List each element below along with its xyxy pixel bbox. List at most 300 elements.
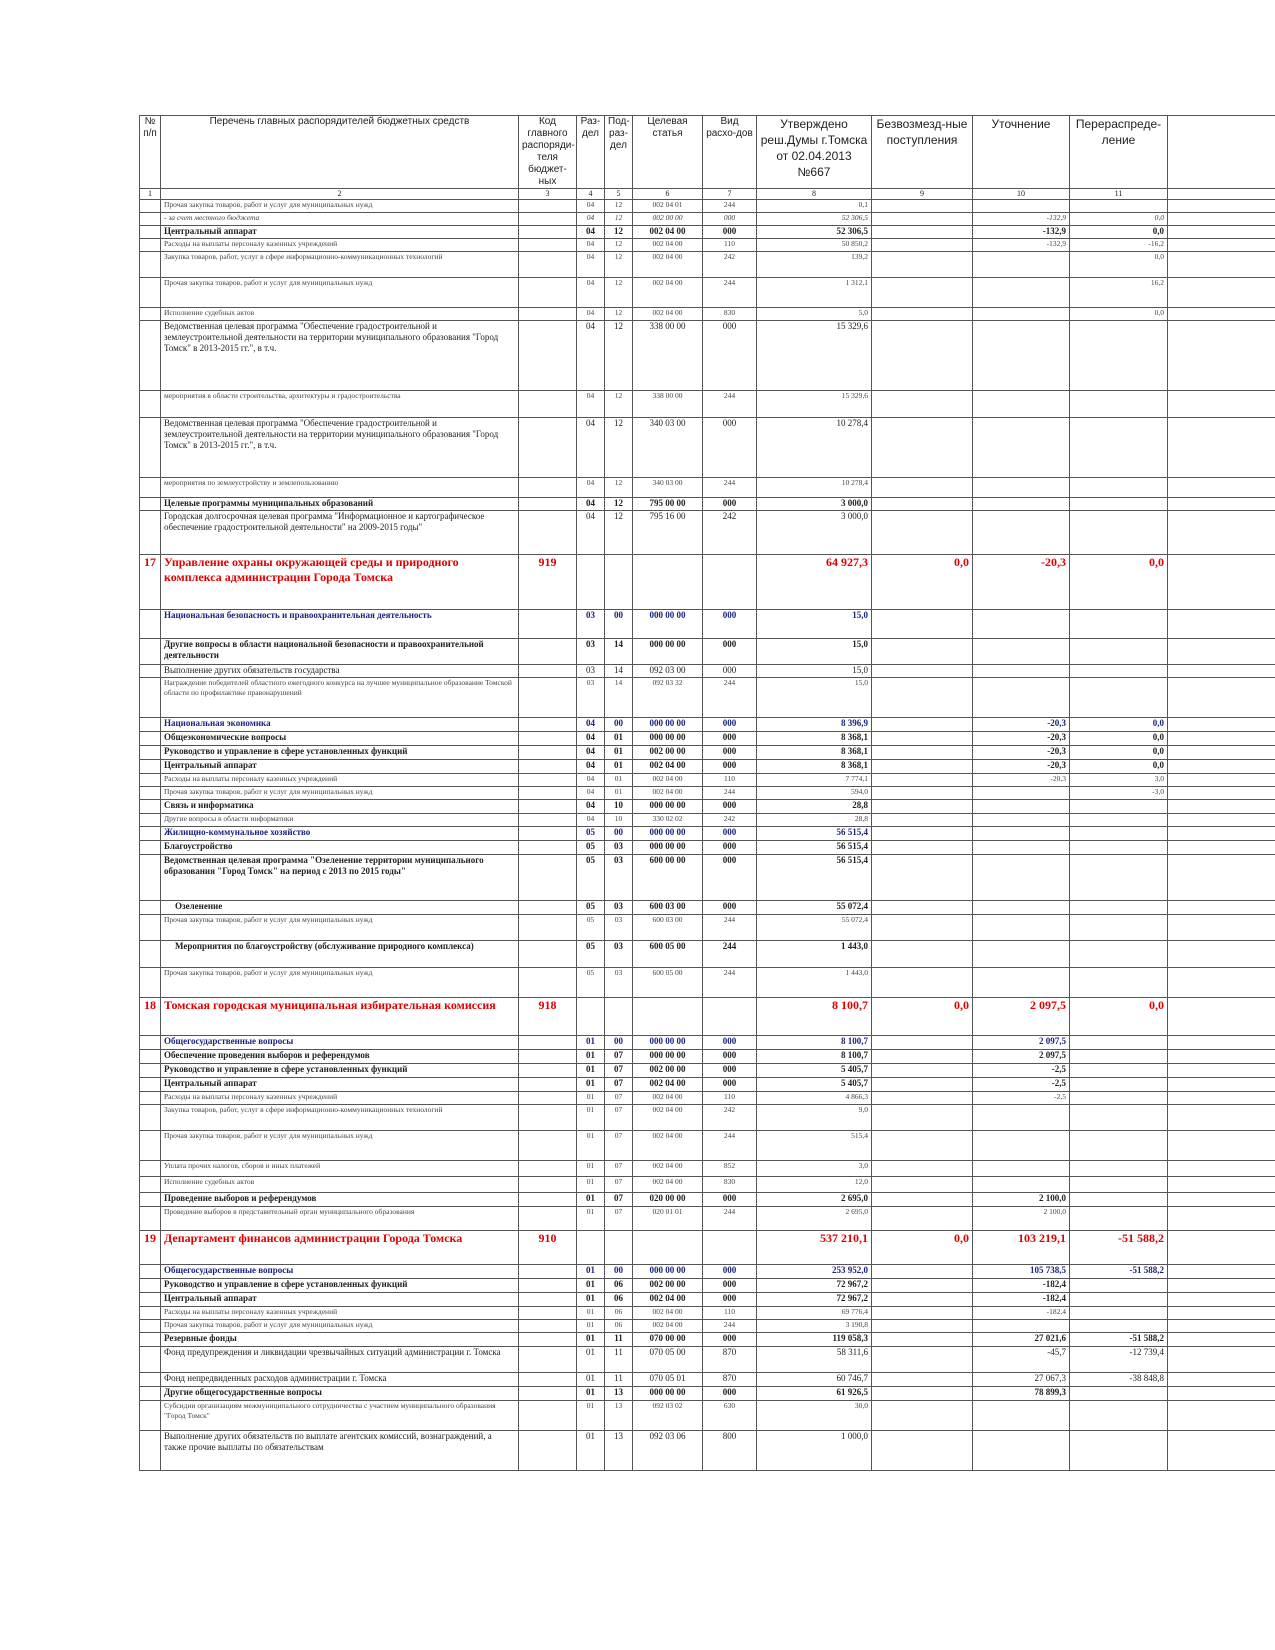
row-free	[872, 200, 973, 213]
row-subsection: 07	[605, 1050, 633, 1064]
row-target: 002 00 00	[633, 746, 703, 760]
col-section-header: Раз-дел	[577, 116, 605, 189]
row-target: 600 03 00	[633, 915, 703, 941]
row-target: 600 00 00	[633, 855, 703, 901]
row-name: Прочая закупка товаров, работ и услуг для муниципальных нужд	[161, 1320, 519, 1333]
row-code	[519, 718, 577, 732]
row-redistr: 0,0	[1070, 308, 1168, 321]
table-row	[140, 1347, 1275, 1373]
row-number	[140, 478, 161, 498]
row-name: Общеэкономические вопросы	[161, 732, 519, 746]
row-code	[519, 1293, 577, 1307]
row-number	[140, 774, 161, 787]
row-refine	[973, 1131, 1070, 1161]
row-target: 092 03 02	[633, 1401, 703, 1431]
row-redistr: 0,0	[1070, 732, 1168, 746]
row-number	[140, 226, 161, 239]
row-approved: 69 776,4	[757, 1307, 872, 1320]
table-row	[140, 915, 1275, 941]
row-extra	[1168, 855, 1275, 901]
col-number: 2	[161, 189, 519, 200]
row-target: 330 02 02	[633, 814, 703, 827]
row-free	[872, 732, 973, 746]
row-code	[519, 774, 577, 787]
row-approved: 52 306,5	[757, 226, 872, 239]
row-redistr	[1070, 1050, 1168, 1064]
row-section: 05	[577, 968, 605, 998]
row-number	[140, 1064, 161, 1078]
row-free	[872, 1050, 973, 1064]
col-number: 8	[757, 189, 872, 200]
row-name: Выполнение других обязательств государства	[161, 665, 519, 678]
row-refine	[973, 678, 1070, 718]
row-refine	[973, 787, 1070, 800]
row-refine	[973, 498, 1070, 511]
row-subsection: 13	[605, 1387, 633, 1401]
col-number	[1168, 189, 1275, 200]
row-expense: 000	[703, 610, 757, 639]
row-subsection: 12	[605, 252, 633, 278]
col-num-header: № п/п	[140, 116, 161, 189]
row-refine	[973, 814, 1070, 827]
row-approved: 50 850,2	[757, 239, 872, 252]
row-refine	[973, 901, 1070, 915]
table-row	[140, 1373, 1275, 1387]
row-approved: 4 866,3	[757, 1092, 872, 1105]
row-approved: 139,2	[757, 252, 872, 278]
row-expense: 244	[703, 478, 757, 498]
table-row	[140, 787, 1275, 800]
row-redistr: -51 588,2	[1070, 1265, 1168, 1279]
row-free: 0,0	[872, 1231, 973, 1265]
row-code	[519, 941, 577, 968]
row-expense: 000	[703, 1279, 757, 1293]
row-free	[872, 610, 973, 639]
row-free	[872, 391, 973, 418]
row-redistr	[1070, 610, 1168, 639]
row-free	[872, 278, 973, 308]
row-number	[140, 610, 161, 639]
row-approved: 1 000,0	[757, 1431, 872, 1471]
row-section: 05	[577, 827, 605, 841]
row-number	[140, 1387, 161, 1401]
row-section: 04	[577, 321, 605, 391]
row-approved: 8 368,1	[757, 732, 872, 746]
row-target: 002 04 00	[633, 1320, 703, 1333]
row-name: Мероприятия по благоустройству (обслуживание природного комплекса)	[161, 941, 519, 968]
row-approved: 56 515,4	[757, 827, 872, 841]
row-refine	[973, 1320, 1070, 1333]
row-subsection: 03	[605, 915, 633, 941]
table-row	[140, 639, 1275, 665]
row-code	[519, 1279, 577, 1293]
row-code: 919	[519, 555, 577, 610]
table-row	[140, 678, 1275, 718]
table-row	[140, 498, 1275, 511]
row-section: 04	[577, 391, 605, 418]
row-redistr	[1070, 1320, 1168, 1333]
row-name: Центральный аппарат	[161, 226, 519, 239]
row-target: 600 03 00	[633, 901, 703, 915]
row-approved: 3 000,0	[757, 511, 872, 555]
row-section: 04	[577, 814, 605, 827]
row-code	[519, 1131, 577, 1161]
row-free	[872, 1333, 973, 1347]
row-name: Центральный аппарат	[161, 1293, 519, 1307]
row-approved: 5 405,7	[757, 1078, 872, 1092]
row-approved: 8 100,7	[757, 998, 872, 1036]
row-target: 002 04 00	[633, 1177, 703, 1193]
row-refine: -45,7	[973, 1347, 1070, 1373]
table-row	[140, 800, 1275, 814]
row-extra	[1168, 252, 1275, 278]
row-name: Исполнение судебных актов	[161, 308, 519, 321]
row-refine: 2 100,0	[973, 1207, 1070, 1231]
row-approved: 2 695,0	[757, 1207, 872, 1231]
row-refine: 103 219,1	[973, 1231, 1070, 1265]
row-expense: 244	[703, 200, 757, 213]
row-target: 002 04 01	[633, 200, 703, 213]
row-expense: 000	[703, 1293, 757, 1307]
row-code	[519, 1265, 577, 1279]
row-section: 04	[577, 718, 605, 732]
row-refine	[973, 968, 1070, 998]
row-free	[872, 418, 973, 478]
row-extra	[1168, 968, 1275, 998]
row-expense: 000	[703, 1064, 757, 1078]
row-subsection	[605, 555, 633, 610]
row-subsection: 03	[605, 941, 633, 968]
row-redistr	[1070, 1279, 1168, 1293]
row-code	[519, 391, 577, 418]
row-name: Ведомственная целевая программа "Обеспечение градостроительной и землеустроительной деятельности на территории муниципального образования "Город Томск" в 2013-2015 гг.", в т.ч.	[161, 321, 519, 391]
budget-table	[139, 115, 1275, 1471]
row-expense: 000	[703, 1333, 757, 1347]
row-target: 000 00 00	[633, 610, 703, 639]
table-row	[140, 418, 1275, 478]
row-name: мероприятия по землеустройству и землепользованию	[161, 478, 519, 498]
row-refine	[973, 665, 1070, 678]
row-subsection: 07	[605, 1177, 633, 1193]
row-name: Расходы на выплаты персоналу казенных учреждений	[161, 1307, 519, 1320]
row-number	[140, 827, 161, 841]
row-section: 01	[577, 1105, 605, 1131]
row-expense: 852	[703, 1161, 757, 1177]
row-number	[140, 901, 161, 915]
row-number	[140, 213, 161, 226]
row-code	[519, 732, 577, 746]
row-code	[519, 665, 577, 678]
col-number: 5	[605, 189, 633, 200]
row-extra	[1168, 418, 1275, 478]
row-extra	[1168, 226, 1275, 239]
row-target: 340 03 00	[633, 418, 703, 478]
row-free	[872, 827, 973, 841]
row-section: 01	[577, 1307, 605, 1320]
table-row	[140, 1387, 1275, 1401]
col-free-header: Безвозмезд-ные поступления	[872, 116, 973, 189]
row-section: 04	[577, 774, 605, 787]
row-target: 070 05 01	[633, 1373, 703, 1387]
row-refine	[973, 418, 1070, 478]
col-name-header: Перечень главных распорядителей бюджетных средств	[161, 116, 519, 189]
row-code	[519, 321, 577, 391]
row-approved: 9,0	[757, 1105, 872, 1131]
row-target: 020 00 00	[633, 1193, 703, 1207]
row-free	[872, 1207, 973, 1231]
row-extra	[1168, 760, 1275, 774]
row-approved: 61 926,5	[757, 1387, 872, 1401]
row-name: Ведомственная целевая программа "Озеленение территории муниципального образования "Город Томск" на период с 2013 по 2015 годы"	[161, 855, 519, 901]
row-extra	[1168, 1207, 1275, 1231]
row-expense	[703, 1231, 757, 1265]
row-expense: 242	[703, 252, 757, 278]
row-subsection: 07	[605, 1078, 633, 1092]
row-free	[872, 678, 973, 718]
row-subsection: 13	[605, 1401, 633, 1431]
row-subsection: 03	[605, 841, 633, 855]
row-extra	[1168, 511, 1275, 555]
row-approved: 1 443,0	[757, 968, 872, 998]
row-refine: -182,4	[973, 1307, 1070, 1320]
row-section: 01	[577, 1293, 605, 1307]
row-code	[519, 787, 577, 800]
row-name: Общегосударственные вопросы	[161, 1265, 519, 1279]
budget-sheet	[139, 115, 1275, 1471]
row-expense: 000	[703, 1387, 757, 1401]
row-section: 03	[577, 639, 605, 665]
row-free	[872, 498, 973, 511]
row-approved: 3,0	[757, 1161, 872, 1177]
row-extra	[1168, 1265, 1275, 1279]
row-subsection: 06	[605, 1279, 633, 1293]
row-name: Томская городская муниципальная избирательная комиссия	[161, 998, 519, 1036]
row-name: Озеленение	[161, 901, 519, 915]
row-refine: -20,3	[973, 718, 1070, 732]
row-expense: 000	[703, 1078, 757, 1092]
row-section: 04	[577, 239, 605, 252]
row-name: Управление охраны окружающей среды и природного комплекса администрации Города Томска	[161, 555, 519, 610]
row-name: Благоустройство	[161, 841, 519, 855]
row-name: Департамент финансов администрации Города Томска	[161, 1231, 519, 1265]
table-row	[140, 760, 1275, 774]
row-name: Прочая закупка товаров, работ и услуг для муниципальных нужд	[161, 200, 519, 213]
row-extra	[1168, 827, 1275, 841]
row-free	[872, 1293, 973, 1307]
row-redistr	[1070, 1092, 1168, 1105]
table-row	[140, 321, 1275, 391]
row-name: Прочая закупка товаров, работ и услуг для муниципальных нужд	[161, 915, 519, 941]
row-extra	[1168, 915, 1275, 941]
row-name: Ведомственная целевая программа "Обеспечение градостроительной и землеустроительной деятельности на территории муниципального образования "Город Томск" в 2013-2015 гг.", в т.ч.	[161, 418, 519, 478]
row-target: 092 03 32	[633, 678, 703, 718]
table-row	[140, 1131, 1275, 1161]
row-redistr	[1070, 498, 1168, 511]
row-expense: 000	[703, 418, 757, 478]
row-extra	[1168, 1050, 1275, 1064]
row-name: - за счет местного бюджета	[161, 213, 519, 226]
row-code	[519, 200, 577, 213]
row-code	[519, 213, 577, 226]
row-redistr: 0,0	[1070, 252, 1168, 278]
row-free	[872, 718, 973, 732]
row-subsection: 06	[605, 1320, 633, 1333]
row-section: 01	[577, 1431, 605, 1471]
row-redistr	[1070, 1177, 1168, 1193]
table-row	[140, 478, 1275, 498]
row-subsection: 07	[605, 1131, 633, 1161]
col-expense-header: Вид расхо-дов	[703, 116, 757, 189]
row-subsection: 00	[605, 1265, 633, 1279]
row-name: Награждение победителей областного ежегодного конкурса на лучшее муниципальное образование Томской области по профилактике правонарушений	[161, 678, 519, 718]
row-number	[140, 1131, 161, 1161]
row-target: 000 00 00	[633, 800, 703, 814]
row-target	[633, 555, 703, 610]
row-number	[140, 511, 161, 555]
row-expense: 830	[703, 308, 757, 321]
row-expense: 000	[703, 732, 757, 746]
row-refine: -20,3	[973, 555, 1070, 610]
row-name: Резервные фонды	[161, 1333, 519, 1347]
row-approved: 594,0	[757, 787, 872, 800]
row-target: 002 04 00	[633, 1131, 703, 1161]
row-redistr: 0,0	[1070, 213, 1168, 226]
row-free	[872, 901, 973, 915]
row-redistr: 16,2	[1070, 278, 1168, 308]
row-target: 795 16 00	[633, 511, 703, 555]
row-number	[140, 1193, 161, 1207]
row-number	[140, 665, 161, 678]
row-extra	[1168, 746, 1275, 760]
row-expense: 110	[703, 1307, 757, 1320]
row-section: 01	[577, 1373, 605, 1387]
row-target: 338 00 00	[633, 321, 703, 391]
row-number	[140, 391, 161, 418]
row-section: 01	[577, 1050, 605, 1064]
row-target: 002 04 00	[633, 760, 703, 774]
row-subsection: 12	[605, 391, 633, 418]
row-subsection: 14	[605, 639, 633, 665]
table-row	[140, 774, 1275, 787]
row-redistr	[1070, 1131, 1168, 1161]
row-code	[519, 1177, 577, 1193]
table-row	[140, 1265, 1275, 1279]
row-refine: 78 899,3	[973, 1387, 1070, 1401]
row-section: 04	[577, 226, 605, 239]
row-subsection: 14	[605, 678, 633, 718]
col-number: 7	[703, 189, 757, 200]
row-extra	[1168, 1279, 1275, 1293]
row-section: 04	[577, 252, 605, 278]
row-section: 01	[577, 1265, 605, 1279]
row-expense: 244	[703, 391, 757, 418]
row-section: 03	[577, 678, 605, 718]
row-expense: 000	[703, 1265, 757, 1279]
row-redistr	[1070, 827, 1168, 841]
row-expense: 244	[703, 1320, 757, 1333]
row-refine: 105 738,5	[973, 1265, 1070, 1279]
row-approved: 8 100,7	[757, 1050, 872, 1064]
row-refine	[973, 855, 1070, 901]
row-expense: 244	[703, 915, 757, 941]
row-redistr	[1070, 1207, 1168, 1231]
row-expense: 242	[703, 814, 757, 827]
row-redistr	[1070, 855, 1168, 901]
row-subsection: 12	[605, 498, 633, 511]
row-expense: 244	[703, 968, 757, 998]
row-redistr	[1070, 321, 1168, 391]
row-code	[519, 1401, 577, 1431]
row-expense: 000	[703, 800, 757, 814]
row-expense: 000	[703, 639, 757, 665]
row-refine	[973, 941, 1070, 968]
row-section: 04	[577, 787, 605, 800]
row-code	[519, 968, 577, 998]
row-section	[577, 998, 605, 1036]
row-number	[140, 732, 161, 746]
row-refine	[973, 610, 1070, 639]
row-extra	[1168, 239, 1275, 252]
row-redistr	[1070, 639, 1168, 665]
table-row	[140, 746, 1275, 760]
row-free	[872, 968, 973, 998]
table-row	[140, 252, 1275, 278]
row-redistr	[1070, 968, 1168, 998]
row-subsection: 12	[605, 511, 633, 555]
row-target: 092 03 00	[633, 665, 703, 678]
row-name: Закупка товаров, работ, услуг в сфере информационно-коммуникационных технологий	[161, 252, 519, 278]
row-subsection: 00	[605, 827, 633, 841]
row-target: 002 04 00	[633, 252, 703, 278]
row-subsection	[605, 998, 633, 1036]
row-section: 05	[577, 901, 605, 915]
row-expense: 630	[703, 1401, 757, 1431]
row-free	[872, 1193, 973, 1207]
row-number	[140, 1347, 161, 1373]
row-free	[872, 1064, 973, 1078]
row-extra	[1168, 1036, 1275, 1050]
row-name: Прочая закупка товаров, работ и услуг для муниципальных нужд	[161, 787, 519, 800]
row-number	[140, 1105, 161, 1131]
row-subsection: 03	[605, 901, 633, 915]
row-redistr: 0,0	[1070, 760, 1168, 774]
row-redistr	[1070, 478, 1168, 498]
row-number	[140, 1078, 161, 1092]
row-extra	[1168, 200, 1275, 213]
row-free	[872, 1265, 973, 1279]
row-extra	[1168, 1177, 1275, 1193]
row-section: 01	[577, 1193, 605, 1207]
row-redistr: -12 739,4	[1070, 1347, 1168, 1373]
row-refine: -182,4	[973, 1279, 1070, 1293]
col-number: 6	[633, 189, 703, 200]
row-expense: 000	[703, 827, 757, 841]
row-name: Прочая закупка товаров, работ и услуг для муниципальных нужд	[161, 1131, 519, 1161]
row-number	[140, 941, 161, 968]
table-row	[140, 1401, 1275, 1431]
row-name: Целевые программы муниципальных образований	[161, 498, 519, 511]
row-approved: 5 405,7	[757, 1064, 872, 1078]
row-refine: 2 100,0	[973, 1193, 1070, 1207]
row-refine: -20,3	[973, 760, 1070, 774]
row-free	[872, 639, 973, 665]
row-subsection: 11	[605, 1333, 633, 1347]
row-extra	[1168, 1105, 1275, 1131]
row-number	[140, 321, 161, 391]
row-expense: 110	[703, 1092, 757, 1105]
row-code	[519, 800, 577, 814]
row-target	[633, 998, 703, 1036]
